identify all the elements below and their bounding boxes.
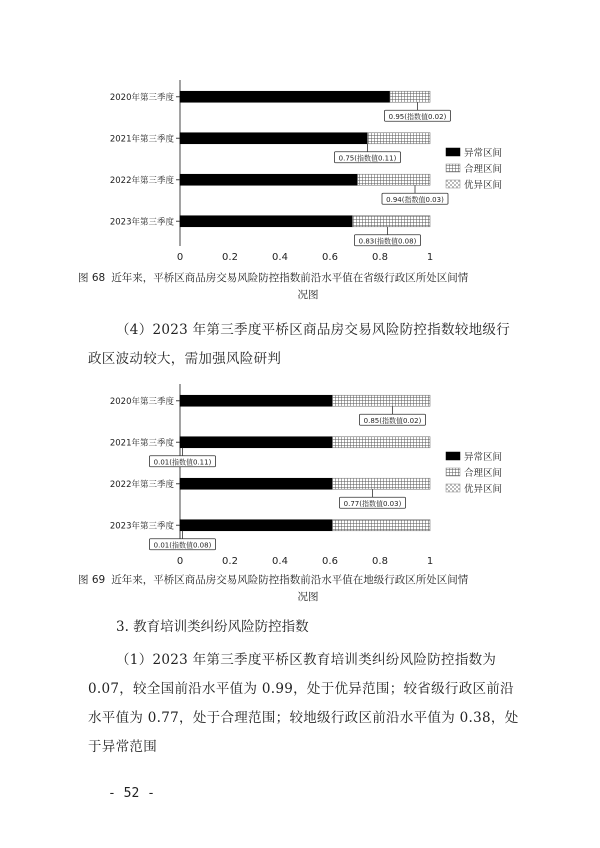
legend-swatch [446, 180, 460, 188]
bar-segment-异常区间 [180, 520, 333, 531]
figure-68-caption [78, 270, 538, 304]
annotation-label: 0.83(指数值0.08) [358, 237, 417, 246]
legend-label: 合理区间 [464, 164, 503, 175]
page-number: - 52 - [108, 786, 155, 801]
x-tick-label: 0.8 [372, 252, 388, 263]
legend-label: 异常区间 [464, 148, 503, 159]
bar-segment-合理区间 [353, 216, 431, 227]
bar-segment-异常区间 [180, 437, 333, 448]
bar-segment-合理区间 [333, 520, 431, 531]
legend-label: 优异区间 [464, 484, 503, 495]
legend-swatch [446, 468, 460, 476]
category-label: 2020年第三季度 [109, 92, 174, 103]
annotation-label: 0.01(指数值0.08) [153, 541, 212, 550]
category-label: 2022年第三季度 [109, 479, 174, 490]
chart-provincial-range [80, 78, 540, 268]
bar-segment-合理区间 [390, 91, 430, 102]
figure-68-title-line2: 况图 [297, 289, 319, 301]
chart-prefecture-range [80, 382, 540, 572]
annotation-label: 0.95(指数值0.02) [388, 112, 447, 121]
legend-label: 优异区间 [464, 180, 503, 191]
figure-69-title-line2: 况图 [297, 591, 319, 603]
figure-68-title-line1: 近年来，平桥区商品房交易风险防控指数前沿水平值在省级行政区所处区间情 [111, 272, 469, 284]
annotation-label: 0.77(指数值0.03) [343, 499, 402, 508]
paragraph-1 [88, 646, 528, 762]
annotation-label: 0.94(指数值0.03) [386, 195, 444, 204]
legend-label: 异常区间 [464, 452, 503, 463]
figure-69-number: 图 69 [78, 574, 106, 586]
figure-69-caption [78, 572, 538, 606]
x-tick-label: 1 [426, 252, 434, 263]
annotation-label: 0.01(指数值0.11) [153, 458, 212, 467]
legend-swatch [446, 164, 460, 172]
category-label: 2022年第三季度 [109, 175, 174, 186]
bar-segment-合理区间 [333, 395, 431, 406]
category-label: 2023年第三季度 [109, 521, 174, 532]
x-tick-label: 0.4 [272, 556, 288, 567]
x-tick-label: 0.6 [322, 252, 338, 263]
category-label: 2021年第三季度 [109, 438, 174, 449]
category-label: 2020年第三季度 [109, 396, 174, 407]
figure-68-number: 图 68 [78, 272, 106, 284]
bar-segment-异常区间 [180, 395, 333, 406]
category-label: 2023年第三季度 [109, 217, 174, 228]
category-label: 2021年第三季度 [109, 134, 174, 145]
legend-swatch [446, 452, 460, 460]
paragraph-1-line4: 于异常范围 [88, 739, 157, 755]
x-tick-label: 0.2 [222, 252, 238, 263]
bar-segment-异常区间 [180, 91, 390, 102]
bar-segment-异常区间 [180, 216, 353, 227]
paragraph-4-line2: 政区波动较大，需加强风险研判 [88, 351, 282, 367]
x-tick-label: 0.4 [272, 252, 288, 263]
bar-segment-合理区间 [358, 174, 431, 185]
bar-segment-合理区间 [333, 437, 431, 448]
bar-segment-异常区间 [180, 174, 358, 185]
x-tick-label: 1 [426, 556, 434, 567]
x-tick-label: 0.8 [372, 556, 388, 567]
paragraph-4-line1: （4）2023 年第三季度平桥区商品房交易风险防控指数较地级行 [116, 322, 511, 338]
annotation-label: 0.85(指数值0.02) [363, 416, 422, 425]
bar-segment-合理区间 [368, 133, 431, 144]
section-heading-3: 3. 教育培训类纠纷风险防控指数 [116, 619, 309, 635]
bar-segment-异常区间 [180, 478, 333, 489]
x-tick-label: 0 [176, 252, 184, 263]
legend-swatch [446, 484, 460, 492]
legend-label: 合理区间 [464, 468, 503, 479]
paragraph-4 [88, 316, 528, 374]
figure-69-title-line1: 近年来，平桥区商品房交易风险防控指数前沿水平值在地级行政区所处区间情 [111, 574, 469, 586]
chart1-svg [80, 78, 540, 268]
paragraph-1-line1: （1）2023 年第三季度平桥区教育培训类纠纷风险防控指数为 [116, 652, 497, 668]
x-tick-label: 0 [176, 556, 184, 567]
paragraph-1-line3: 水平值为 0.77，处于合理范围；较地级行政区前沿水平值为 0.38，处 [88, 710, 519, 726]
chart2-svg [80, 382, 540, 572]
annotation-label: 0.75(指数值0.11) [338, 154, 397, 163]
paragraph-1-line2: 0.07，较全国前沿水平值为 0.99，处于优异范围；较省级行政区前沿 [88, 681, 514, 697]
bar-segment-合理区间 [333, 478, 431, 489]
legend-swatch [446, 148, 460, 156]
x-tick-label: 0.6 [322, 556, 338, 567]
bar-segment-异常区间 [180, 133, 368, 144]
x-tick-label: 0.2 [222, 556, 238, 567]
